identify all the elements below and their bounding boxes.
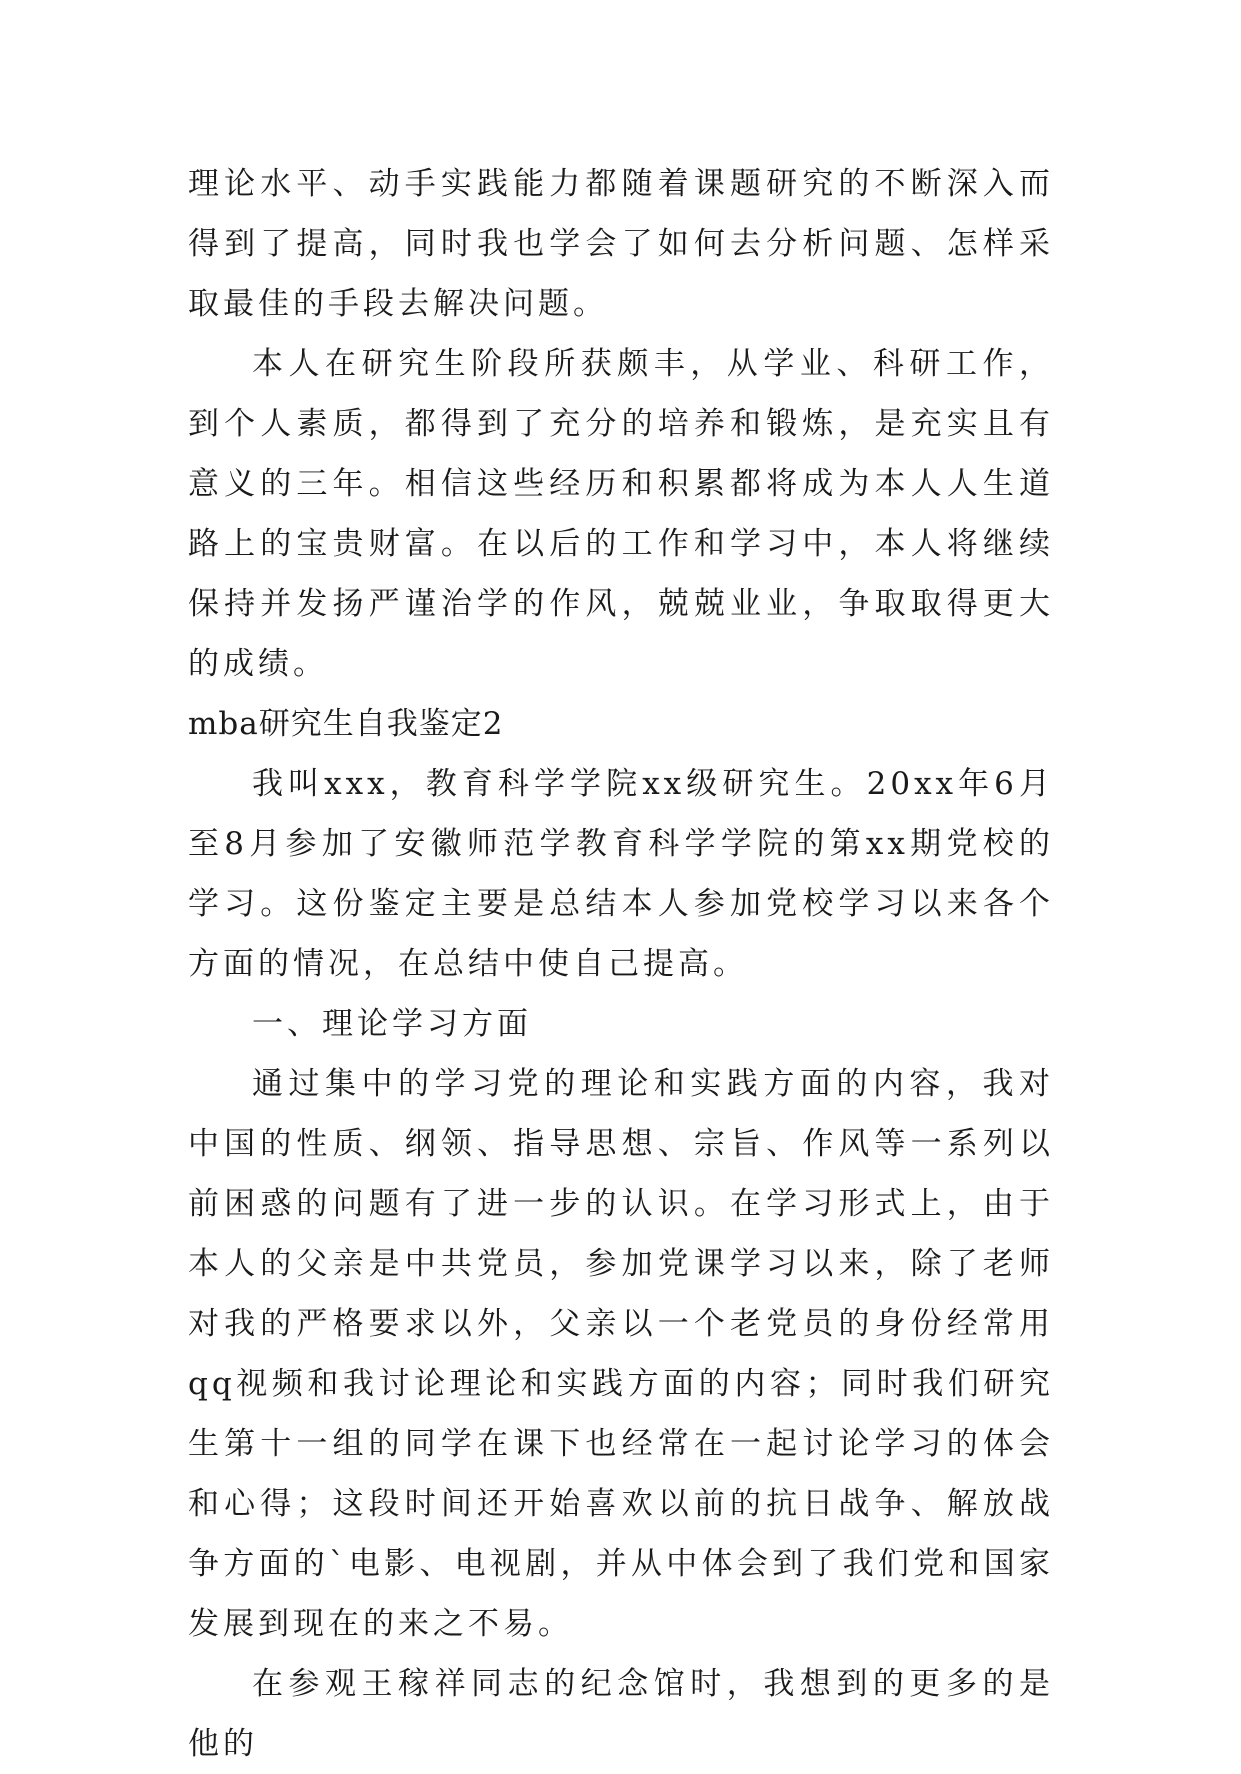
section-title: mba研究生自我鉴定2 bbox=[188, 706, 504, 742]
paragraph-4: 通过集中的学习党的理论和实践方面的内容，我对中国的性质、纲领、指导思想、宗旨、作风等一系列以前困惑的问题有了进一步的认识。在学习形式上，由于本人的父亲是中共党员，参加党课学习以来，除了老师对我的严格要求以外，父亲以一个老党员的身份经常用qq视频和我讨论理论和实践方面的内容；同时我们研究生第十一组的同学在课下也经常在一起讨论学习的体会和心得；这段时间还开始喜欢以前的抗日战争、解放战争方面的`电影、电视剧，并从中体会到了我们党和国家发展到现在的来之不易。 bbox=[188, 1066, 1054, 1642]
document-body bbox=[188, 154, 1054, 1774]
subsection-title: 一、理论学习方面 bbox=[252, 1006, 532, 1042]
paragraph-2: 本人在研究生阶段所获颇丰，从学业、科研工作，到个人素质，都得到了充分的培养和锻炼，是充实且有意义的三年。相信这些经历和积累都将成为本人人生道路上的宝贵财富。在以后的工作和学习中，本人将继续保持并发扬严谨治学的作风，兢兢业业，争取取得更大的成绩。 bbox=[188, 346, 1054, 682]
paragraph-5: 在参观王稼祥同志的纪念馆时，我想到的更多的是他的 bbox=[188, 1666, 1054, 1762]
paragraph-3: 我叫xxx，教育科学学院xx级研究生。20xx年6月至8月参加了安徽师范学教育科学学院的第xx期党校的学习。这份鉴定主要是总结本人参加党校学习以来各个方面的情况，在总结中使自己提高。 bbox=[188, 766, 1054, 982]
paragraph-1: 理论水平、动手实践能力都随着课题研究的不断深入而得到了提高，同时我也学会了如何去分析问题、怎样采取最佳的手段去解决问题。 bbox=[188, 166, 1054, 322]
